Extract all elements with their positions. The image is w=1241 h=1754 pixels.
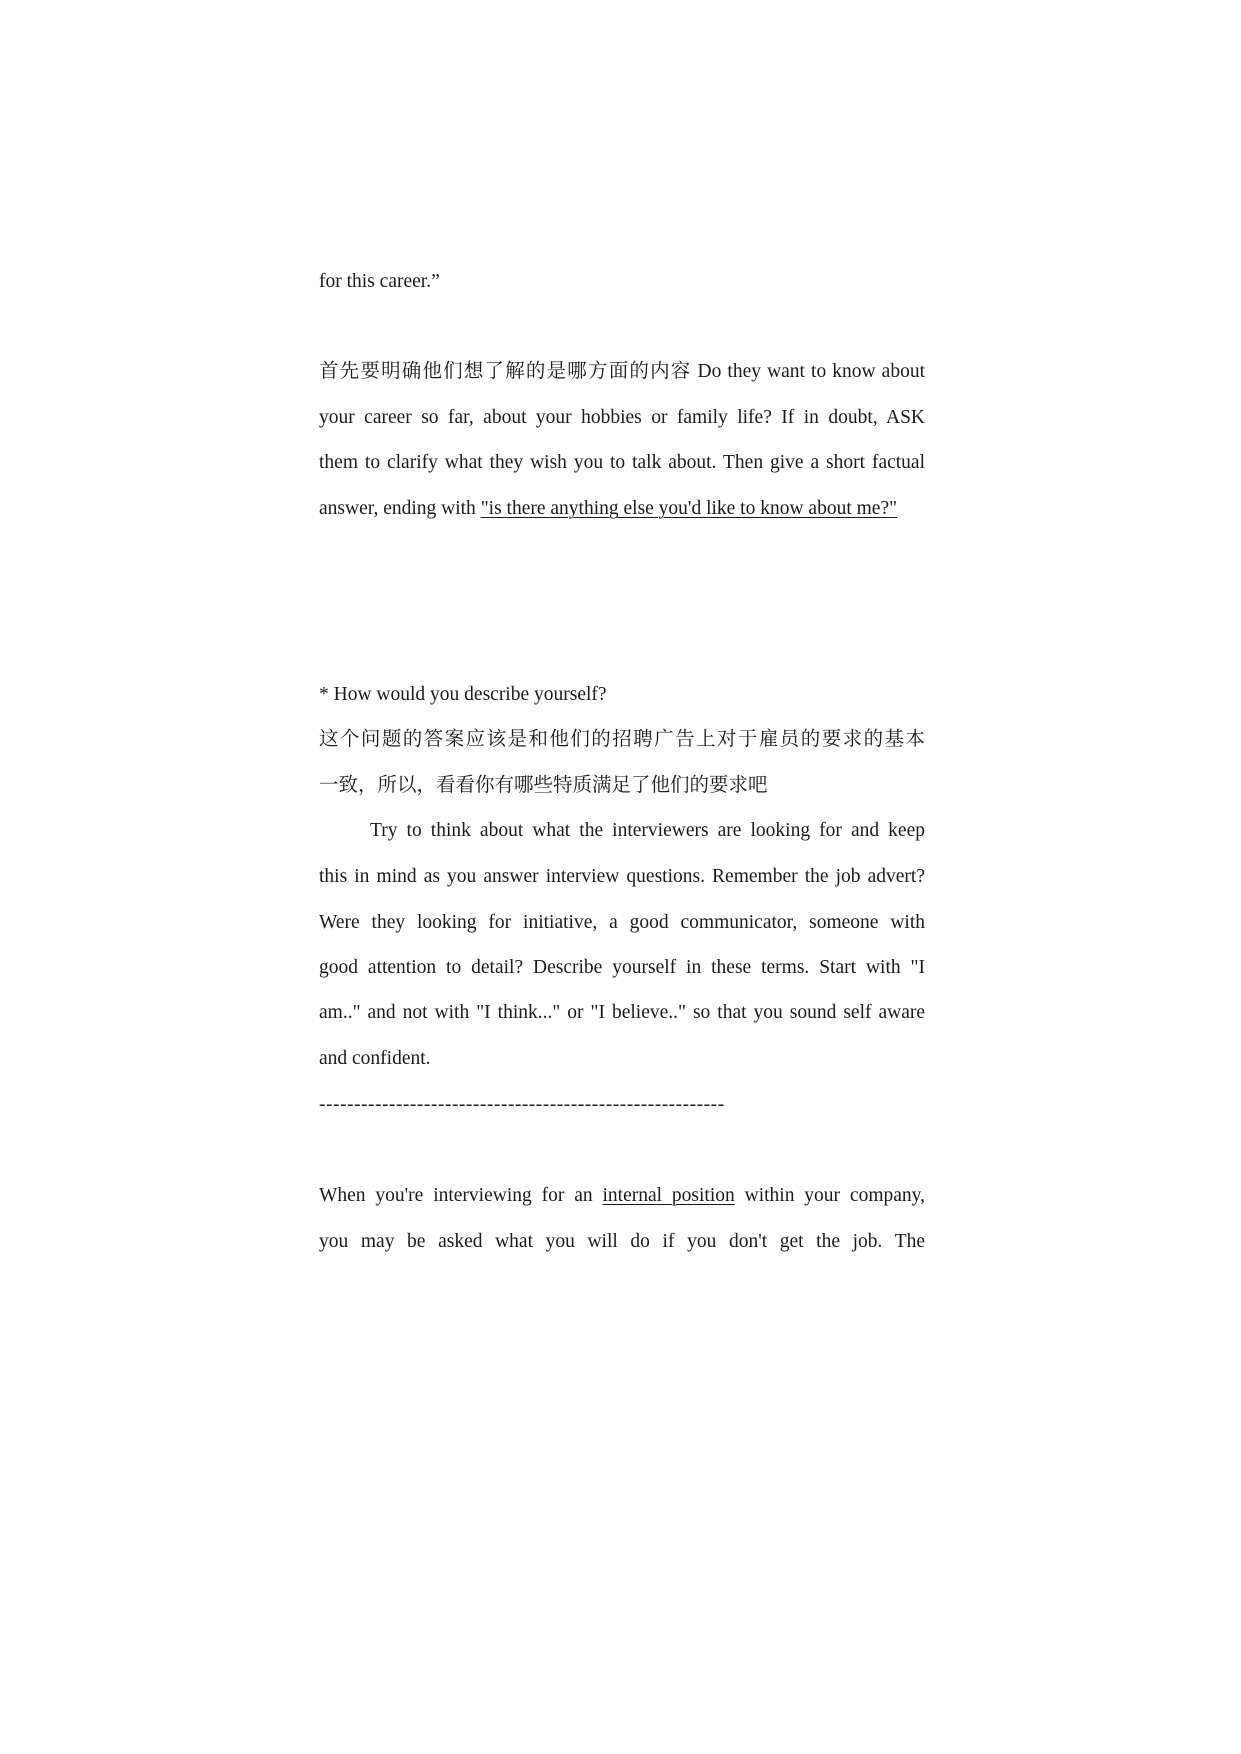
paragraph-line: 一致，所以，看看你有哪些特质满足了他们的要求吧 bbox=[319, 775, 768, 796]
paragraph-line: your career so far, about your hobbies or family life? If in doubt, ASK bbox=[319, 407, 925, 428]
paragraph-line: good attention to detail? Describe yourself in these terms. Start with "I bbox=[319, 957, 925, 978]
paragraph-line: Try to think about what the interviewers are looking for and keep bbox=[370, 820, 925, 841]
line-text: answer, ending with bbox=[319, 498, 481, 519]
paragraph-line: and confident. bbox=[319, 1048, 431, 1069]
paragraph-line: 首先要明确他们想了解的是哪方面的内容 Do they want to know about bbox=[319, 361, 925, 382]
paragraph-line bbox=[319, 495, 925, 523]
paragraph-line: Were they looking for initiative, a good communicator, someone with bbox=[319, 912, 925, 933]
paragraph-line: am.." and not with "I think..." or "I believe.." so that you sound self aware bbox=[319, 1002, 925, 1023]
paragraph-line: them to clarify what they wish you to talk about. Then give a short factual bbox=[319, 452, 925, 473]
paragraph-line: for this career.” bbox=[319, 271, 440, 292]
paragraph-line bbox=[319, 1182, 925, 1210]
paragraph-line: this in mind as you answer interview questions. Remember the job advert? bbox=[319, 866, 925, 887]
paragraph-line: you may be asked what you will do if you don't get the job. The bbox=[319, 1231, 925, 1252]
line-text: within your company, bbox=[734, 1185, 925, 1206]
question-heading: * How would you describe yourself? bbox=[319, 684, 607, 705]
link-anything-else[interactable]: "is there anything else you'd like to know about me?" bbox=[480, 498, 898, 519]
separator-line: ---------------------------------------------------------- bbox=[319, 1094, 725, 1115]
line-text: When you're interviewing for an bbox=[319, 1185, 603, 1206]
link-internal-position[interactable]: internal position bbox=[602, 1185, 735, 1206]
paragraph-line: 这个问题的答案应该是和他们的招聘广告上对于雇员的要求的基本 bbox=[319, 729, 925, 750]
